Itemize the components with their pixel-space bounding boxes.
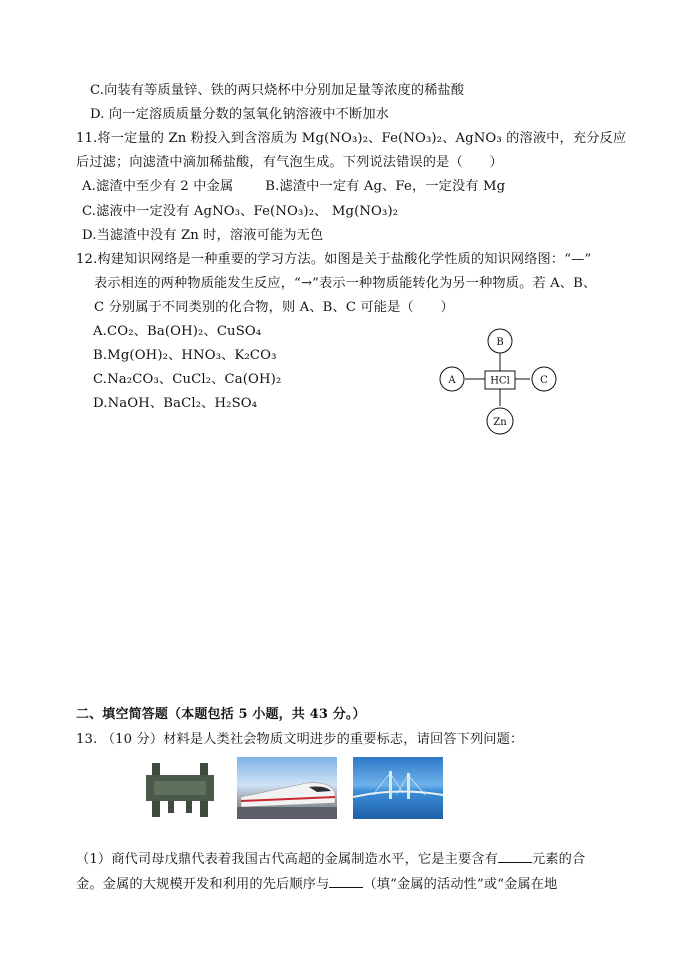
question-12-option-d: D.NaOH、BaCl₂、H₂SO₄ bbox=[93, 396, 258, 411]
part-1-text-c: 金。金属的大规模开发和利用的先后顺序与 bbox=[76, 877, 330, 892]
question-12-option-b: B.Mg(OH)₂、HNO₃、K₂CO₃ bbox=[93, 348, 277, 363]
question-13-part-1-line-2 bbox=[76, 874, 557, 894]
question-13-part-1-line-1 bbox=[76, 849, 585, 869]
option-c-line: C.向装有等质量锌、铁的两只烧杯中分别加足量等浓度的稀盐酸 bbox=[90, 83, 465, 98]
node-b-label: B bbox=[496, 337, 504, 348]
node-a-label: A bbox=[448, 375, 456, 386]
question-11-line-2: 后过滤；向滤渣中滴加稀盐酸，有气泡生成。下列说法错误的是（ ） bbox=[76, 155, 503, 170]
sea-bridge-image bbox=[353, 757, 443, 819]
answer-blank-2[interactable] bbox=[329, 874, 363, 888]
question-12-option-a: A.CO₂、Ba(OH)₂、CuSO₄ bbox=[93, 324, 262, 339]
question-12-line-2: 表示相连的两种物质能发生反应，“→”表示一种物质能转化为另一种物质。若 A、B、 bbox=[94, 276, 597, 291]
question-13-stem: 13. （10 分）材料是人类社会物质文明进步的重要标志，请回答下列问题： bbox=[76, 732, 524, 747]
section-heading: 二、填空简答题（本题包括 5 小题，共 43 分。） bbox=[76, 707, 366, 722]
node-c-label: C bbox=[540, 375, 548, 386]
question-11-line-1: 11.将一定量的 Zn 粉投入到含溶质为 Mg(NO₃)₂、Fe(NO₃)₂、AgNO₃ 的溶液中，充分反应 bbox=[76, 131, 627, 146]
question-11-options-ab bbox=[82, 178, 505, 196]
question-12-line-3: C 分别属于不同类别的化合物，则 A、B、C 可能是（ ） bbox=[94, 300, 454, 315]
option-d-line: D. 向一定溶质质量分数的氢氧化钠溶液中不断加水 bbox=[90, 107, 390, 122]
bronze-ding-image bbox=[138, 757, 222, 819]
question-12-line-1: 12.构建知识网络是一种重要的学习方法。如图是关于盐酸化学性质的知识网络图：“—” bbox=[76, 252, 592, 267]
question-12-option-c: C.Na₂CO₃、CuCl₂、Ca(OH)₂ bbox=[93, 372, 282, 387]
high-speed-train-image bbox=[237, 757, 337, 819]
node-hcl-label: HCl bbox=[490, 375, 510, 387]
node-zn-label: Zn bbox=[493, 417, 507, 428]
hcl-knowledge-network-diagram bbox=[430, 320, 570, 440]
part-1-text-d: （填“金属的活动性”或“金属在地 bbox=[363, 877, 558, 892]
answer-blank-1[interactable] bbox=[498, 849, 532, 863]
question-11-option-c: C.滤液中一定没有 AgNO₃、Fe(NO₃)₂、 Mg(NO₃)₂ bbox=[82, 204, 399, 219]
part-1-text-a: （1）商代司母戊鼎代表着我国古代高超的金属制造水平，它是主要含有 bbox=[76, 852, 498, 867]
question-11-option-d: D.当滤渣中没有 Zn 时，溶液可能为无色 bbox=[82, 228, 324, 243]
option-a: A.滤渣中至少有 2 中金属 bbox=[82, 179, 234, 194]
option-b: B.滤渣中一定有 Ag、Fe，一定没有 Mg bbox=[265, 179, 506, 194]
part-1-text-b: 元素的合 bbox=[532, 852, 586, 867]
